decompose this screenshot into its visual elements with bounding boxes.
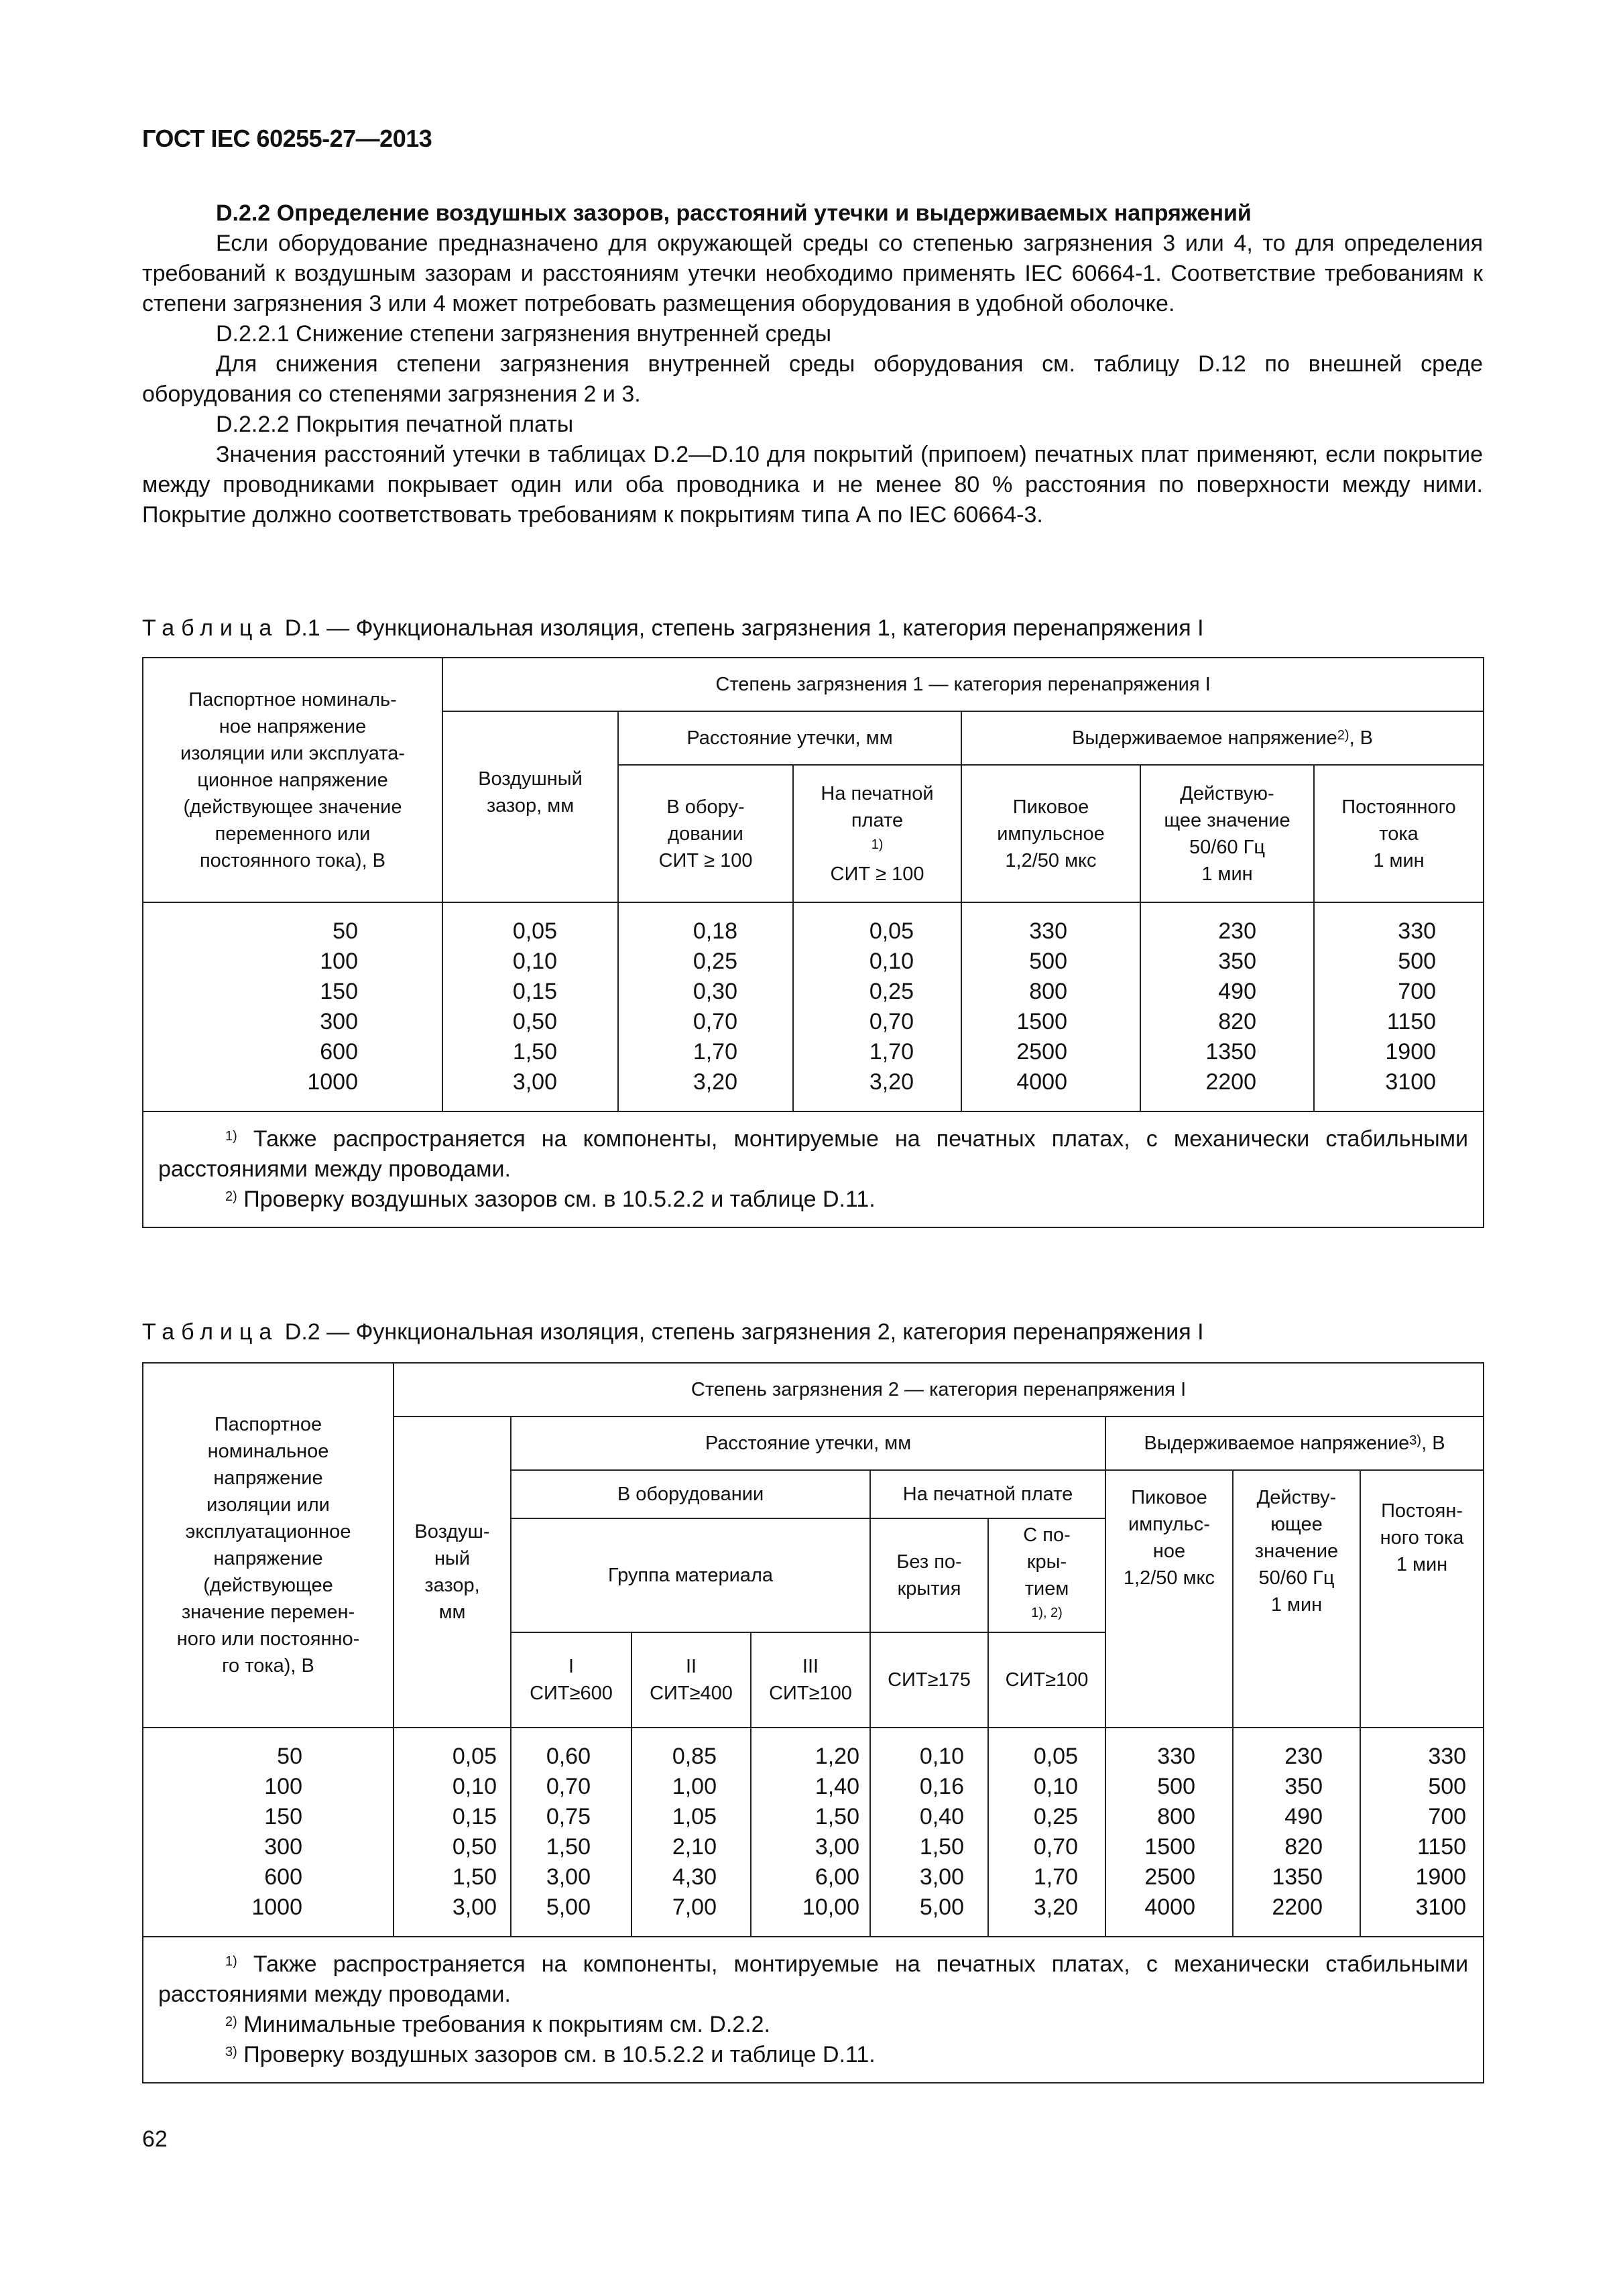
header-line: переменного или <box>215 823 371 845</box>
header-on-pcb: На печатной плате $^{1)}$ СИТ ≥ 100 <box>793 765 961 902</box>
table-cell: 0,75 <box>546 1804 591 1829</box>
header-cti-175: СИТ≥175 <box>870 1632 988 1728</box>
table-cell: 0,30 <box>693 979 737 1004</box>
table-cell: 0,05 <box>452 1744 497 1769</box>
table-cell: 820 <box>1218 1009 1256 1034</box>
table-cell: 50 <box>277 1744 302 1769</box>
header-line: ное <box>1152 1540 1186 1562</box>
table-cell: 6,00 <box>815 1864 859 1890</box>
paragraph: Значения расстояний утечки в таблицах D.2—D.10 для покрытий (припоем) печатных плат применяют, если покрытие между проводниками покрывает один или оба проводника и не менее 80 % расстояния по поверхности между ними. Покрытие должно соответствовать требованиям к покрытиям типа А по IEC 60664-3. <box>142 442 1483 528</box>
header-peak-impulse <box>1105 1470 1233 1728</box>
table-cell: 0,25 <box>693 949 737 974</box>
table-cell: 1,50 <box>815 1804 859 1829</box>
table-cell: 1,40 <box>815 1774 859 1799</box>
table-cell: 3,00 <box>512 1069 557 1095</box>
table-cell: 1,05 <box>672 1804 717 1829</box>
table-cell: 0,05 <box>1033 1744 1078 1769</box>
table-cell: 300 <box>320 1009 358 1034</box>
header-line: ющее <box>1270 1514 1323 1535</box>
header-withstand: Выдерживаемое напряжение$^{3)}$, В <box>1105 1416 1484 1470</box>
header-line: импульс- <box>1128 1514 1210 1535</box>
header-line: Паспортное <box>214 1414 322 1435</box>
header-in-equipment <box>618 765 793 902</box>
header-line: (действующее значение <box>183 796 402 818</box>
column-group-3 <box>751 1728 870 1937</box>
table-cell: 820 <box>1284 1834 1323 1860</box>
table-cell: 1500 <box>1144 1834 1195 1860</box>
header-line: номинальное <box>207 1441 329 1462</box>
table-cell: 100 <box>264 1774 302 1799</box>
header-line: зазор, <box>424 1575 480 1596</box>
section-heading: D.2.2 Определение воздушных зазоров, расстояний утечки и выдерживаемых напряжений <box>216 200 1252 226</box>
table-cell: 1,70 <box>869 1039 914 1065</box>
header-line: Постоян- <box>1381 1500 1463 1522</box>
intro-section <box>142 198 1483 530</box>
column-group-2 <box>632 1728 751 1937</box>
table-cell: 1900 <box>1415 1864 1467 1890</box>
header-pollution-group: Степень загрязнения 2 — категория перенапряжения I <box>394 1363 1484 1416</box>
header-rms <box>1233 1470 1360 1728</box>
table-cell: 0,10 <box>869 949 914 974</box>
header-line: изоляции или <box>206 1494 330 1516</box>
table-cell: 3,00 <box>919 1864 964 1890</box>
subsection-title: D.2.2.1 Снижение степени загрязнения внутренней среды <box>216 321 832 347</box>
table-cell: 700 <box>1398 979 1437 1004</box>
table1-caption: Таблица D.1 — Функциональная изоляция, степень загрязнения 1, категория перенапряжения I <box>142 615 1204 641</box>
column-voltage <box>143 902 442 1111</box>
table-cell: 0,16 <box>919 1774 964 1799</box>
header-line: Постоянного <box>1341 796 1456 818</box>
footnote: $^{1)}$ Также распространяется на компоненты, монтируемые на печатных платах, с механически стабильными расстояниями между проводами. <box>158 1951 1469 2007</box>
page-number: 62 <box>142 2126 168 2152</box>
header-line: 1 мин <box>1270 1594 1323 1616</box>
table-cell: 330 <box>1029 918 1067 944</box>
column-peak <box>961 902 1140 1111</box>
header-cti-100: СИТ≥100 <box>988 1632 1105 1728</box>
table-cell: 1000 <box>251 1894 302 1920</box>
table-cell: 2,10 <box>672 1834 717 1860</box>
table-cell: 0,40 <box>919 1804 964 1829</box>
table-cell: 600 <box>320 1039 358 1065</box>
table-cell: 1,50 <box>452 1864 497 1890</box>
header-line: 1 мин <box>1201 863 1253 885</box>
header-line: импульсное <box>997 823 1105 845</box>
table-cell: 0,05 <box>869 918 914 944</box>
header-dc <box>1314 765 1484 902</box>
table-cell: 0,15 <box>452 1804 497 1829</box>
table1-notes <box>143 1111 1484 1227</box>
header-line: В обору- <box>666 796 745 818</box>
header-line: СИТ≥400 <box>650 1683 733 1704</box>
table-cell: 330 <box>1428 1744 1467 1769</box>
table-cell: 0,10 <box>919 1744 964 1769</box>
header-line: Без по- <box>896 1551 962 1573</box>
column-rms <box>1233 1728 1360 1937</box>
table-cell: 1,20 <box>815 1744 859 1769</box>
header-line: 50/60 Гц <box>1258 1567 1335 1589</box>
header-withstand: Выдерживаемое напряжение$^{2)}$, В <box>961 711 1484 765</box>
header-line: Действую- <box>1180 782 1274 804</box>
table-cell: 2500 <box>1016 1039 1067 1065</box>
column-dc <box>1314 902 1484 1111</box>
header-line: зазор, мм <box>486 795 575 817</box>
header-line: Паспортное номиналь- <box>188 688 397 711</box>
header-creepage: Расстояние утечки, мм <box>511 1416 1105 1470</box>
table-cell: 1900 <box>1385 1039 1437 1065</box>
table-cell: 3,20 <box>693 1069 737 1095</box>
table-cell: 350 <box>1284 1774 1323 1799</box>
column-coated <box>988 1728 1105 1937</box>
table-cell: 330 <box>1398 918 1437 944</box>
header-line: постоянного тока), В <box>199 849 386 871</box>
column-voltage <box>143 1728 394 1937</box>
table-cell: 3,20 <box>1033 1894 1078 1920</box>
footnote: $^{2)}$ Проверку воздушных зазоров см. в 10.5.2.2 и таблице D.11. <box>225 1187 876 1212</box>
header-group-3 <box>751 1632 870 1728</box>
table-cell: 0,25 <box>1033 1804 1078 1829</box>
table-cell: 1,50 <box>919 1834 964 1860</box>
table-cell: 350 <box>1218 949 1256 974</box>
table-cell: 1350 <box>1272 1864 1323 1890</box>
header-line: эксплуатационное <box>185 1521 351 1543</box>
header-line: 1 мин <box>1373 849 1425 871</box>
table-cell: 100 <box>320 949 358 974</box>
table-cell: 2200 <box>1205 1069 1256 1095</box>
table-cell: 4,30 <box>672 1864 717 1890</box>
table-cell: 500 <box>1398 949 1437 974</box>
header-line: изоляции или эксплуата- <box>180 742 406 764</box>
header-line: (действующее <box>203 1575 333 1596</box>
table-cell: 1150 <box>1417 1834 1467 1860</box>
table-cell: 1000 <box>307 1069 358 1095</box>
header-creepage: Расстояние утечки, мм <box>618 711 961 765</box>
header-line: ного тока <box>1380 1527 1464 1549</box>
header-line: СИТ ≥ 100 <box>658 849 753 871</box>
footnote: $^{2)}$ Минимальные требования к покрытиям см. D.2.2. <box>225 2012 770 2037</box>
table-cell: 1,70 <box>1033 1864 1078 1890</box>
column-dc <box>1360 1728 1484 1937</box>
table-cell: 0,15 <box>512 979 557 1004</box>
table-cell: 4000 <box>1144 1894 1195 1920</box>
header-coated: С по- кры- тием $^{1), 2)}$ <box>988 1518 1105 1632</box>
column-creepage-equipment <box>618 902 793 1111</box>
column-creepage-pcb <box>793 902 961 1111</box>
header-line: Воздуш- <box>414 1521 490 1543</box>
header-line: 50/60 Гц <box>1189 836 1265 858</box>
table-cell: 1,70 <box>693 1039 737 1065</box>
table-cell: 150 <box>264 1804 302 1829</box>
column-rms <box>1140 902 1314 1111</box>
header-line: Пиковое <box>1131 1487 1207 1508</box>
table-cell: 3100 <box>1415 1894 1467 1920</box>
table-cell: 3,00 <box>815 1834 859 1860</box>
document-header: ГОСТ IEC 60255-27—2013 <box>142 125 432 152</box>
table-cell: 800 <box>1029 979 1067 1004</box>
table-cell: 1150 <box>1386 1009 1437 1034</box>
table-cell: 230 <box>1218 918 1256 944</box>
table-cell: 0,10 <box>512 949 557 974</box>
header-line: ционное напряжение <box>197 769 388 791</box>
table-cell: 0,70 <box>869 1009 914 1034</box>
header-line: ное напряжение <box>219 715 367 737</box>
paragraph: Если оборудование предназначено для окружающей среды со степенью загрязнения 3 или 4, то для определения требований к воздушным зазорам и расстояниям утечки необходимо применять IEC 60664-1. Соответствие требованиям к степени загрязнения 3 или 4 может потребовать размещения оборудования в удобной оболочке. <box>142 231 1483 316</box>
header-in-equipment: В оборудовании <box>511 1470 870 1518</box>
table-cell: 0,50 <box>452 1834 497 1860</box>
table-cell: 0,05 <box>512 918 557 944</box>
header-air-clearance <box>394 1416 511 1728</box>
table-cell: 500 <box>1428 1774 1467 1799</box>
header-line: 1,2/50 мкс <box>1123 1567 1215 1589</box>
table-cell: 0,25 <box>869 979 914 1004</box>
header-on-pcb: На печатной плате <box>870 1470 1105 1518</box>
table2-caption: Таблица D.2 — Функциональная изоляция, степень загрязнения 2, категория перенапряжения I <box>142 1319 1204 1345</box>
table-cell: 50 <box>333 918 358 944</box>
table-cell: 0,70 <box>1033 1834 1078 1860</box>
header-voltage <box>143 658 442 902</box>
table-cell: 3,00 <box>452 1894 497 1920</box>
header-line: СИТ≥600 <box>530 1683 613 1704</box>
table2-notes <box>143 1937 1484 2083</box>
header-line: крытия <box>897 1578 961 1599</box>
header-line: напряжение <box>213 1467 323 1489</box>
table-cell: 5,00 <box>919 1894 964 1920</box>
table-cell: 700 <box>1428 1804 1467 1829</box>
header-line: значение перемен- <box>181 1602 355 1623</box>
header-uncoated <box>870 1518 988 1632</box>
table-cell: 5,00 <box>546 1894 591 1920</box>
table-cell: 1350 <box>1205 1039 1256 1065</box>
table-cell: 10,00 <box>802 1894 859 1920</box>
header-line: СИТ≥100 <box>769 1683 852 1704</box>
table-cell: 3,20 <box>869 1069 914 1095</box>
table-cell: 490 <box>1284 1804 1323 1829</box>
table-cell: 0,70 <box>546 1774 591 1799</box>
header-line: 1,2/50 мкс <box>1005 849 1097 871</box>
table-cell: 0,18 <box>693 918 737 944</box>
header-line: го тока), В <box>222 1655 314 1677</box>
table-cell: 4000 <box>1016 1069 1067 1095</box>
column-air-clearance <box>394 1728 511 1937</box>
table-d2 <box>142 1362 1484 2083</box>
table-cell: 0,10 <box>1033 1774 1078 1799</box>
header-line: напряжение <box>213 1548 323 1569</box>
table-cell: 600 <box>264 1864 302 1890</box>
paragraph: Для снижения степени загрязнения внутренней среды оборудования см. таблицу D.12 по внешней среде оборудования со степенями загрязнения 2 и 3. <box>142 351 1483 407</box>
table-cell: 0,50 <box>512 1009 557 1034</box>
header-peak-impulse <box>961 765 1140 902</box>
header-material-group: Группа материала <box>511 1518 870 1632</box>
header-line: мм <box>438 1602 466 1623</box>
table-cell: 490 <box>1218 979 1256 1004</box>
table-cell: 330 <box>1157 1744 1195 1769</box>
table-cell: 7,00 <box>672 1894 717 1920</box>
header-line: III <box>802 1656 819 1677</box>
header-dc <box>1360 1470 1484 1728</box>
table-d1 <box>142 657 1484 1228</box>
table-cell: 3,00 <box>546 1864 591 1890</box>
footnote: $^{3)}$ Проверку воздушных зазоров см. в 10.5.2.2 и таблице D.11. <box>225 2042 876 2067</box>
table-cell: 800 <box>1157 1804 1195 1829</box>
header-line: ного или постоянно- <box>176 1628 360 1650</box>
header-line: Воздушный <box>478 768 583 790</box>
table-cell: 0,10 <box>452 1774 497 1799</box>
header-line: Пиковое <box>1012 796 1089 818</box>
table-cell: 300 <box>264 1834 302 1860</box>
table-cell: 500 <box>1157 1774 1195 1799</box>
header-line: щее значение <box>1164 809 1290 831</box>
header-line: тока <box>1379 823 1419 845</box>
header-air-clearance <box>442 711 618 902</box>
header-line: довании <box>668 823 743 845</box>
table-cell: 3100 <box>1385 1069 1437 1095</box>
table-cell: 230 <box>1284 1744 1323 1769</box>
table-cell: 0,70 <box>693 1009 737 1034</box>
header-line: II <box>685 1656 697 1677</box>
table-cell: 1,50 <box>512 1039 557 1065</box>
subsection-title: D.2.2.2 Покрытия печатной платы <box>216 412 574 437</box>
header-line: 1 мин <box>1396 1554 1448 1575</box>
table-cell: 1,00 <box>672 1774 717 1799</box>
column-group-1 <box>511 1728 632 1937</box>
header-group-1 <box>511 1632 632 1728</box>
footnote: $^{1)}$ Также распространяется на компоненты, монтируемые на печатных платах, с механически стабильными расстояниями между проводами. <box>158 1126 1469 1182</box>
table-cell: 150 <box>320 979 358 1004</box>
table-cell: 1500 <box>1016 1009 1067 1034</box>
header-line: Действу- <box>1256 1487 1337 1508</box>
table-cell: 0,85 <box>672 1744 717 1769</box>
header-line: значение <box>1254 1540 1339 1562</box>
table-cell: 2200 <box>1272 1894 1323 1920</box>
table-cell: 500 <box>1029 949 1067 974</box>
header-pollution-group: Степень загрязнения 1 — категория перенапряжения I <box>442 658 1484 711</box>
column-air-clearance <box>442 902 618 1111</box>
table-cell: 0,60 <box>546 1744 591 1769</box>
header-line: I <box>568 1656 575 1677</box>
table-cell: 1,50 <box>546 1834 591 1860</box>
table-cell: 2500 <box>1144 1864 1195 1890</box>
column-peak <box>1105 1728 1233 1937</box>
header-group-2 <box>632 1632 751 1728</box>
header-rms <box>1140 765 1314 902</box>
header-voltage <box>143 1363 394 1728</box>
column-uncoated <box>870 1728 988 1937</box>
header-line: ный <box>434 1548 471 1569</box>
